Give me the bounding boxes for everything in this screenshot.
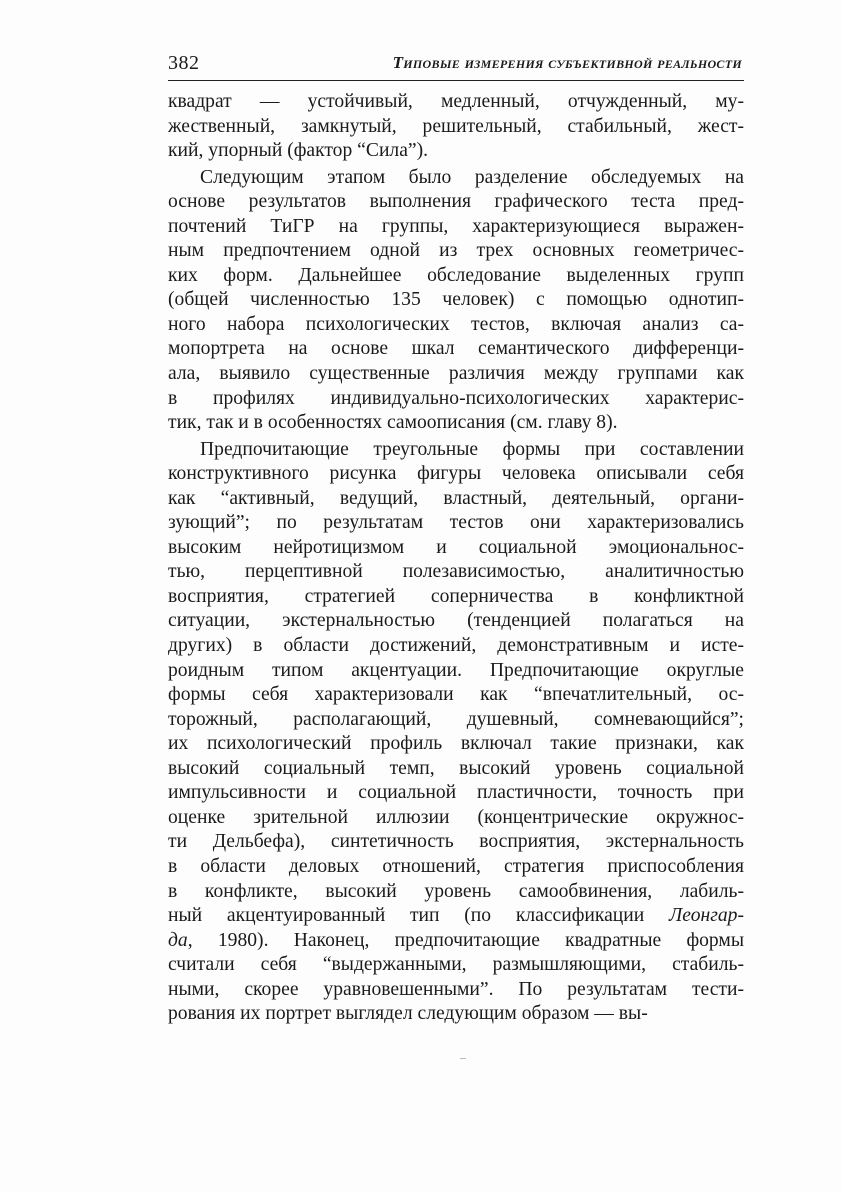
paragraph xyxy=(168,438,744,1027)
text-line: ала, выявило существенные различия между группами как xyxy=(168,363,744,385)
text-line: ный акцентуированный тип (по классификации Леонгар- xyxy=(168,905,744,927)
author-name: да xyxy=(168,929,188,951)
running-title: Типовые измерения субъективной реальности xyxy=(392,53,742,72)
text-line: их психологический профиль включал такие признаки, как xyxy=(168,733,744,755)
text-line: высоким нейротицизмом и социальной эмоциональнос- xyxy=(168,536,744,558)
text-line: мопортрета на основе шкал семантического дифференци- xyxy=(168,338,744,360)
text-line: оценке зрительной иллюзии (концентрические окружнос- xyxy=(168,806,744,828)
text-line: считали себя “выдержанными, размышляющими, стабиль- xyxy=(168,954,744,976)
text-line: торожный, располагающий, душевный, сомневающийся”; xyxy=(168,708,744,730)
text-line: формы себя характеризовали как “впечатлительный, ос- xyxy=(168,684,744,706)
text-line: в области деловых отношений, стратегия приспособления xyxy=(168,855,744,877)
text-line: рования их портрет выглядел следующим образом — вы- xyxy=(168,1003,648,1025)
text-line: роидным типом акцентуации. Предпочитающие округлые xyxy=(168,659,744,681)
text-line: импульсивности и социальной пластичности, точность при xyxy=(168,782,744,804)
text-line: ких форм. Дальнейшее обследование выделенных групп xyxy=(168,264,744,286)
text-line: почтений ТиГР на группы, характеризующиеся выражен- xyxy=(168,215,744,237)
text-line: в конфликте, высокий уровень самообвинения, лабиль- xyxy=(168,880,744,902)
text-line: жественный, замкнутый, решительный, стабильный, жест- xyxy=(168,115,744,137)
paragraph xyxy=(168,166,744,436)
text-line: тью, перцептивной полезависимостью, аналитичностью xyxy=(168,561,744,583)
text-line: конструктивного рисунка фигуры человека описывали себя xyxy=(168,463,744,485)
text-line: квадрат — устойчивый, медленный, отчужденный, му- xyxy=(168,91,744,112)
running-head xyxy=(168,50,744,81)
text-line: ными, скорее уравновешенными”. По результатам тести- xyxy=(168,978,744,1000)
paragraph xyxy=(168,90,744,164)
text-line: других) в области достижений, демонстративным и исте- xyxy=(168,635,744,657)
text-line: зующий”; по результатам тестов они характеризовались xyxy=(168,512,744,534)
text-line: основе результатов выполнения графического теста пред- xyxy=(168,191,744,213)
text-line: да, 1980). Наконец, предпочитающие квадратные формы xyxy=(168,929,744,951)
text-line: ного набора психологических тестов, включая анализ са- xyxy=(168,313,744,335)
text-line: ным предпочтением одной из трех основных геометричес- xyxy=(168,240,744,262)
text-line: в профилях индивидуально-психологических характерис- xyxy=(168,387,744,409)
text-line: ти Дельбефа), синтетичность восприятия, экстернальность xyxy=(168,831,744,853)
text-line: Следующим этапом было разделение обследуемых на xyxy=(200,166,744,188)
body-text xyxy=(168,90,744,1027)
text-line: кий, упорный (фактор “Сила”). xyxy=(168,140,429,162)
text-line: как “активный, ведущий, властный, деятельный, органи- xyxy=(168,487,744,509)
text-line: восприятия, стратегией соперничества в конфликтной xyxy=(168,585,744,607)
text-line: Предпочитающие треугольные формы при составлении xyxy=(200,438,744,460)
scan-speck xyxy=(460,1058,466,1059)
page-number: 382 xyxy=(168,52,200,74)
text-line: высокий социальный темп, высокий уровень социальной xyxy=(168,757,744,779)
text-line: ситуации, экстернальностью (тенденцией полагаться на xyxy=(168,610,744,632)
text-line: (общей численностью 135 человек) с помощью однотип- xyxy=(168,289,744,311)
text-line: тик, так и в особенностях самоописания (см. главу 8). xyxy=(168,412,618,434)
author-name: Леонгар- xyxy=(669,905,744,927)
